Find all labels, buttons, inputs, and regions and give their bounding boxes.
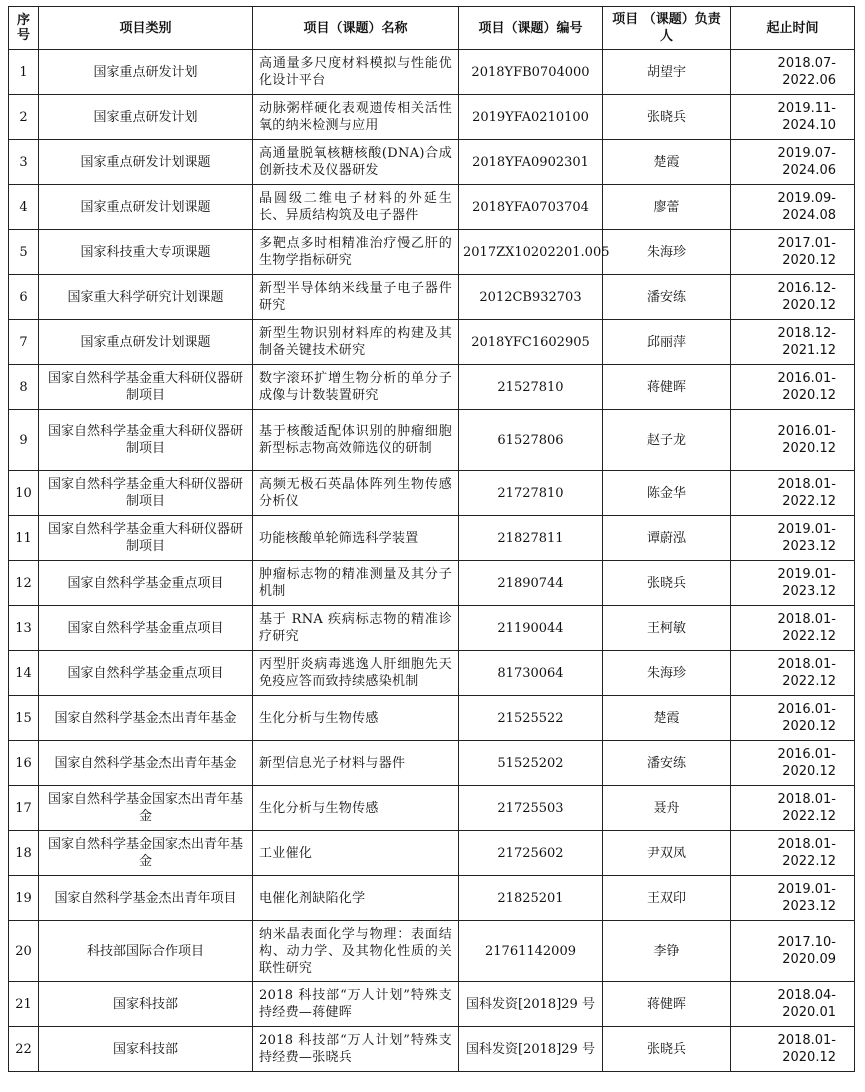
cell-category: 国家重大科学研究计划课题 [39,275,253,320]
cell-period: 2017.10-2020.09 [731,921,855,982]
cell-index: 2 [9,95,39,140]
table-row [9,741,855,786]
cell-category: 国家自然科学基金杰出青年基金 [39,741,253,786]
cell-code: 81730064 [459,651,603,696]
cell-name: 生化分析与生物传感 [253,696,459,741]
cell-name: 电催化剂缺陷化学 [253,876,459,921]
cell-category: 国家自然科学基金重大科研仪器研制项目 [39,410,253,471]
cell-name: 多靶点多时相精准治疗慢乙肝的生物学指标研究 [253,230,459,275]
cell-leader: 潘安练 [603,741,731,786]
cell-period: 2019.01-2023.12 [731,876,855,921]
table-row [9,786,855,831]
cell-name: 新型半导体纳米线量子电子器件研究 [253,275,459,320]
cell-name: 基于核酸适配体识别的肿瘤细胞新型标志物高效筛选仪的研制 [253,410,459,471]
cell-leader: 尹双凤 [603,831,731,876]
cell-name: 肿瘤标志物的精准测量及其分子机制 [253,561,459,606]
cell-category: 国家重点研发计划课题 [39,140,253,185]
cell-code: 2012CB932703 [459,275,603,320]
cell-category: 国家重点研发计划 [39,50,253,95]
cell-index: 21 [9,982,39,1027]
cell-code: 51525202 [459,741,603,786]
cell-category: 国家自然科学基金杰出青年基金 [39,696,253,741]
header-name: 项目（课题）名称 [253,7,459,50]
cell-code: 61527806 [459,410,603,471]
table-row [9,140,855,185]
cell-category: 国家自然科学基金国家杰出青年基金 [39,831,253,876]
cell-leader: 王柯敏 [603,606,731,651]
cell-leader: 潘安练 [603,275,731,320]
cell-leader: 赵子龙 [603,410,731,471]
table-row [9,230,855,275]
projects-table [8,6,855,1072]
cell-index: 13 [9,606,39,651]
cell-index: 11 [9,516,39,561]
header-row [9,7,855,50]
cell-index: 10 [9,471,39,516]
cell-name: 丙型肝炎病毒逃逸人肝细胞先天免疫应答而致持续感染机制 [253,651,459,696]
cell-index: 5 [9,230,39,275]
cell-code: 21890744 [459,561,603,606]
cell-period: 2018.01-2022.12 [731,606,855,651]
cell-name: 工业催化 [253,831,459,876]
cell-category: 国家自然科学基金重点项目 [39,651,253,696]
cell-period: 2018.01-2022.12 [731,651,855,696]
cell-code: 国科发资[2018]29 号 [459,1027,603,1072]
cell-category: 科技部国际合作项目 [39,921,253,982]
cell-category: 国家自然科学基金重大科研仪器研制项目 [39,471,253,516]
cell-name: 功能核酸单轮筛选科学装置 [253,516,459,561]
cell-name: 高频无极石英晶体阵列生物传感分析仪 [253,471,459,516]
cell-period: 2018.01-2022.12 [731,786,855,831]
table-row [9,1027,855,1072]
cell-index: 18 [9,831,39,876]
cell-category: 国家自然科学基金杰出青年项目 [39,876,253,921]
cell-name: 基于 RNA 疾病标志物的精准诊疗研究 [253,606,459,651]
header-category: 项目类别 [39,7,253,50]
cell-index: 17 [9,786,39,831]
table-row [9,516,855,561]
cell-index: 9 [9,410,39,471]
table-row [9,275,855,320]
cell-leader: 王双印 [603,876,731,921]
cell-index: 6 [9,275,39,320]
cell-code: 2018YFA0902301 [459,140,603,185]
cell-period: 2016.01-2020.12 [731,696,855,741]
cell-code: 21761142009 [459,921,603,982]
cell-leader: 楚霞 [603,696,731,741]
cell-period: 2018.12-2021.12 [731,320,855,365]
cell-code: 21725503 [459,786,603,831]
cell-code: 2018YFA0703704 [459,185,603,230]
table-row [9,876,855,921]
cell-name: 新型生物识别材料库的构建及其制备关键技术研究 [253,320,459,365]
cell-period: 2018.01-2020.12 [731,1027,855,1072]
cell-leader: 张晓兵 [603,561,731,606]
table-row [9,606,855,651]
table-row [9,410,855,471]
cell-name: 新型信息光子材料与器件 [253,741,459,786]
cell-leader: 张晓兵 [603,95,731,140]
cell-name: 2018 科技部“万人计划”特殊支持经费—张晓兵 [253,1027,459,1072]
cell-period: 2016.01-2020.12 [731,741,855,786]
cell-index: 14 [9,651,39,696]
cell-index: 20 [9,921,39,982]
cell-name: 生化分析与生物传感 [253,786,459,831]
table-row [9,696,855,741]
cell-period: 2018.01-2022.12 [731,831,855,876]
cell-period: 2019.01-2023.12 [731,516,855,561]
cell-name: 晶圆级二维电子材料的外延生长、异质结构筑及电子器件 [253,185,459,230]
cell-category: 国家自然科学基金重点项目 [39,606,253,651]
cell-period: 2019.01-2023.12 [731,561,855,606]
cell-period: 2018.07-2022.06 [731,50,855,95]
cell-period: 2018.04-2020.01 [731,982,855,1027]
cell-name: 纳米晶表面化学与物理：表面结构、动力学、及其物化性质的关联性研究 [253,921,459,982]
table-row [9,921,855,982]
table-row [9,95,855,140]
cell-code: 21827811 [459,516,603,561]
cell-name: 数字滚环扩增生物分析的单分子成像与计数装置研究 [253,365,459,410]
cell-index: 1 [9,50,39,95]
table-row [9,50,855,95]
table-row [9,365,855,410]
cell-code: 2017ZX10202201.005 [459,230,603,275]
cell-category: 国家自然科学基金重大科研仪器研制项目 [39,516,253,561]
cell-name: 高通量多尺度材料模拟与性能优化设计平台 [253,50,459,95]
cell-leader: 李铮 [603,921,731,982]
table-row [9,185,855,230]
cell-code: 21825201 [459,876,603,921]
cell-category: 国家自然科学基金国家杰出青年基金 [39,786,253,831]
cell-period: 2019.11-2024.10 [731,95,855,140]
cell-category: 国家科技部 [39,1027,253,1072]
header-leader: 项目 （课题）负责人 [603,7,731,50]
cell-period: 2018.01-2022.12 [731,471,855,516]
cell-leader: 张晓兵 [603,1027,731,1072]
cell-leader: 朱海珍 [603,651,731,696]
cell-leader: 蒋健晖 [603,982,731,1027]
cell-period: 2016.01-2020.12 [731,365,855,410]
cell-code: 2018YFC1602905 [459,320,603,365]
cell-index: 12 [9,561,39,606]
cell-leader: 谭蔚泓 [603,516,731,561]
header-code: 项目（课题）编号 [459,7,603,50]
cell-code: 21190044 [459,606,603,651]
cell-index: 8 [9,365,39,410]
cell-index: 15 [9,696,39,741]
cell-code: 国科发资[2018]29 号 [459,982,603,1027]
cell-index: 22 [9,1027,39,1072]
cell-code: 21725602 [459,831,603,876]
cell-leader: 胡望宇 [603,50,731,95]
cell-code: 2019YFA0210100 [459,95,603,140]
cell-code: 21525522 [459,696,603,741]
table-row [9,831,855,876]
cell-category: 国家自然科学基金重大科研仪器研制项目 [39,365,253,410]
table-body [9,50,855,1072]
header-period: 起止时间 [731,7,855,50]
cell-name: 高通量脱氧核糖核酸(DNA)合成创新技术及仪器研发 [253,140,459,185]
table-row [9,320,855,365]
cell-code: 2018YFB0704000 [459,50,603,95]
cell-code: 21527810 [459,365,603,410]
cell-period: 2016.01-2020.12 [731,410,855,471]
cell-category: 国家重点研发计划课题 [39,320,253,365]
cell-leader: 聂舟 [603,786,731,831]
cell-index: 19 [9,876,39,921]
cell-category: 国家科技部 [39,982,253,1027]
cell-category: 国家科技重大专项课题 [39,230,253,275]
cell-leader: 廖蕾 [603,185,731,230]
cell-index: 3 [9,140,39,185]
cell-leader: 楚霞 [603,140,731,185]
cell-leader: 陈金华 [603,471,731,516]
cell-period: 2019.07-2024.06 [731,140,855,185]
cell-period: 2019.09-2024.08 [731,185,855,230]
cell-period: 2016.12-2020.12 [731,275,855,320]
header-index: 序号 [9,7,39,50]
cell-period: 2017.01-2020.12 [731,230,855,275]
cell-index: 16 [9,741,39,786]
cell-leader: 朱海珍 [603,230,731,275]
cell-index: 7 [9,320,39,365]
cell-category: 国家自然科学基金重点项目 [39,561,253,606]
table-row [9,561,855,606]
cell-name: 2018 科技部“万人计划”特殊支持经费—蒋健晖 [253,982,459,1027]
cell-index: 4 [9,185,39,230]
table-row [9,471,855,516]
table-row [9,982,855,1027]
cell-category: 国家重点研发计划课题 [39,185,253,230]
cell-code: 21727810 [459,471,603,516]
cell-leader: 蒋健晖 [603,365,731,410]
table-row [9,651,855,696]
cell-leader: 邱丽萍 [603,320,731,365]
cell-category: 国家重点研发计划 [39,95,253,140]
cell-name: 动脉粥样硬化表观遗传相关活性氧的纳米检测与应用 [253,95,459,140]
